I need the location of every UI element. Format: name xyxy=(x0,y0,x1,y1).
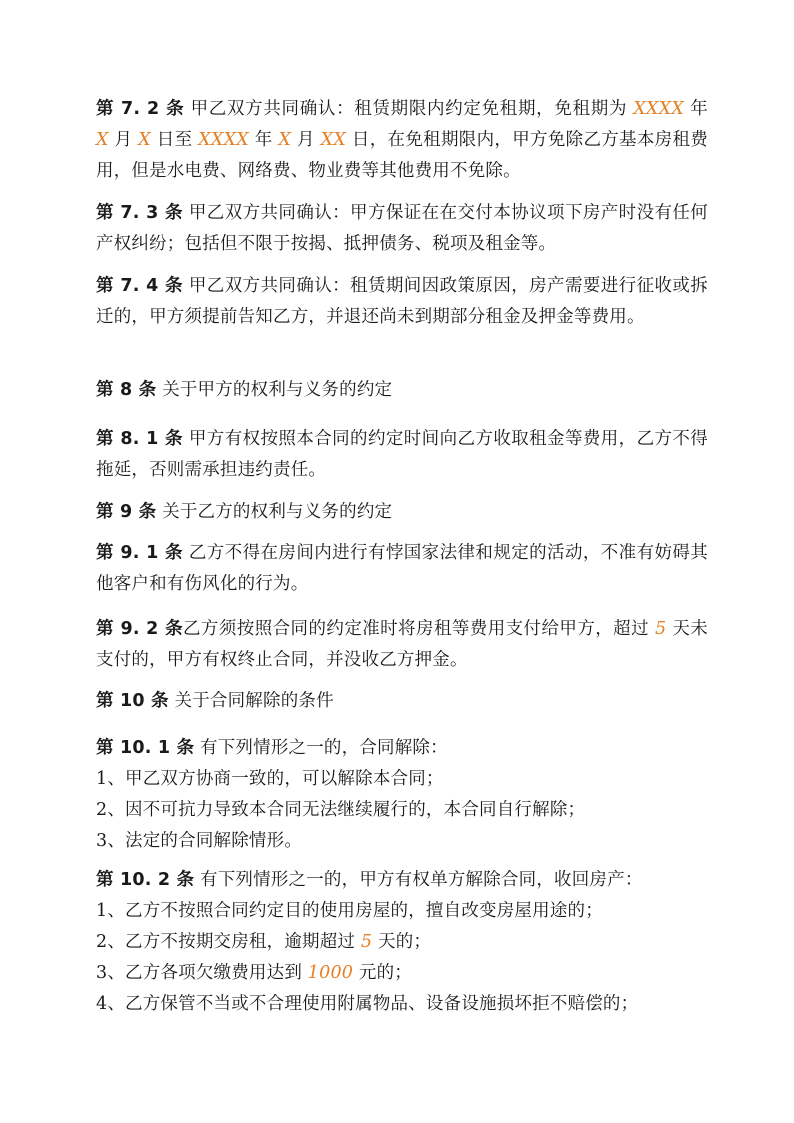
list-item: 1、乙方不按照合同约定目的使用房屋的，擅自改变房屋用途的； xyxy=(96,901,603,921)
clause-7-3 xyxy=(96,198,708,260)
section-label: 第 8 条 xyxy=(96,380,157,400)
clause-7-4 xyxy=(96,271,708,333)
section-title: 关于甲方的权利与义务的约定 xyxy=(156,380,393,400)
list-item: 2、因不可抗力导致本合同无法继续履行的，本合同自行解除； xyxy=(96,800,586,820)
clause-text: 乙方不得在房间内进行有悖国家法律和规定的活动，不准有妨碍其他客户和有伤风化的行为。 xyxy=(96,543,708,594)
clause-label: 第 10. 1 条 xyxy=(96,738,195,758)
clause-label: 第 9. 1 条 xyxy=(96,543,183,563)
clause-label: 第 7. 2 条 xyxy=(96,99,185,119)
clause-8-1 xyxy=(96,424,708,486)
list-item: 4、乙方保管不当或不合理使用附属物品、设备设施损坏拒不赔偿的； xyxy=(96,994,639,1014)
clause-9-1 xyxy=(96,538,708,600)
placeholder-month: X xyxy=(96,130,109,150)
placeholder-day: X xyxy=(138,130,151,150)
clause-text: 甲乙双方共同确认：甲方保证在在交付本协议项下房产时没有任何产权纠纷；包括但不限于按揭、抵押债务、税项及租金等。 xyxy=(96,203,708,254)
placeholder-days: 5 xyxy=(360,932,373,952)
section-label: 第 9 条 xyxy=(96,502,157,522)
placeholder-year: XXXX xyxy=(633,99,685,119)
section-10-heading xyxy=(96,686,708,717)
list-item: 3、法定的合同解除情形。 xyxy=(96,831,303,851)
clause-label: 第 8. 1 条 xyxy=(96,429,183,449)
section-8-heading xyxy=(96,375,708,406)
clause-text: 甲乙双方共同确认：租赁期间因政策原因，房产需要进行征收或拆迁的，甲方须提前告知乙方，并退还尚未到期部分租金及押金等费用。 xyxy=(96,276,708,327)
clause-label: 第 7. 3 条 xyxy=(96,203,183,223)
section-title: 关于合同解除的条件 xyxy=(168,691,334,711)
clause-10-1 xyxy=(96,733,708,857)
section-title: 关于乙方的权利与义务的约定 xyxy=(156,502,393,522)
list-item: 1、甲乙双方协商一致的，可以解除本合同； xyxy=(96,769,444,789)
section-label: 第 10 条 xyxy=(96,691,169,711)
clause-text: 甲方有权按照本合同的约定时间向乙方收取租金等费用，乙方不得拖延，否则需承担违约责任。 xyxy=(96,429,708,480)
clause-intro: 第 10. 1 条 有下列情形之一的，合同解除： xyxy=(96,738,448,758)
list-item: 3、乙方各项欠缴费用达到 1000 元的； xyxy=(96,963,413,983)
clause-intro: 第 10. 2 条 有下列情形之一的，甲方有权单方解除合同，收回房产： xyxy=(96,870,643,890)
list-item: 2、乙方不按期交房租，逾期超过 5 天的； xyxy=(96,932,432,952)
placeholder-year: XXXX xyxy=(198,130,249,150)
clause-label: 第 10. 2 条 xyxy=(96,870,195,890)
clause-label: 第 7. 4 条 xyxy=(96,276,183,296)
clause-7-2: 第 7. 2 条 甲乙双方共同确认：租赁期限内约定免租期，免租期为 XXXX 年 X 月 X 日至 XXXX 年 X 月 XX 日，在免租期限内，甲方免除乙方基本房租费用，但是水电费、网络费、物业费等其他费用不免除。 xyxy=(96,99,708,181)
clause-label: 第 9. 2 条 xyxy=(96,619,183,639)
clause-10-2 xyxy=(96,865,708,1020)
placeholder-month: X xyxy=(278,130,292,150)
placeholder-days: 5 xyxy=(655,619,667,639)
placeholder-amount: 1000 xyxy=(307,963,354,983)
clause-9-2: 第 9. 2 条乙方须按照合同的约定准时将房租等费用支付给甲方，超过 5 天未支付的，甲方有权终止合同，并没收乙方押金。 xyxy=(96,619,708,670)
placeholder-day: XX xyxy=(320,130,347,150)
section-9-heading xyxy=(96,497,708,528)
